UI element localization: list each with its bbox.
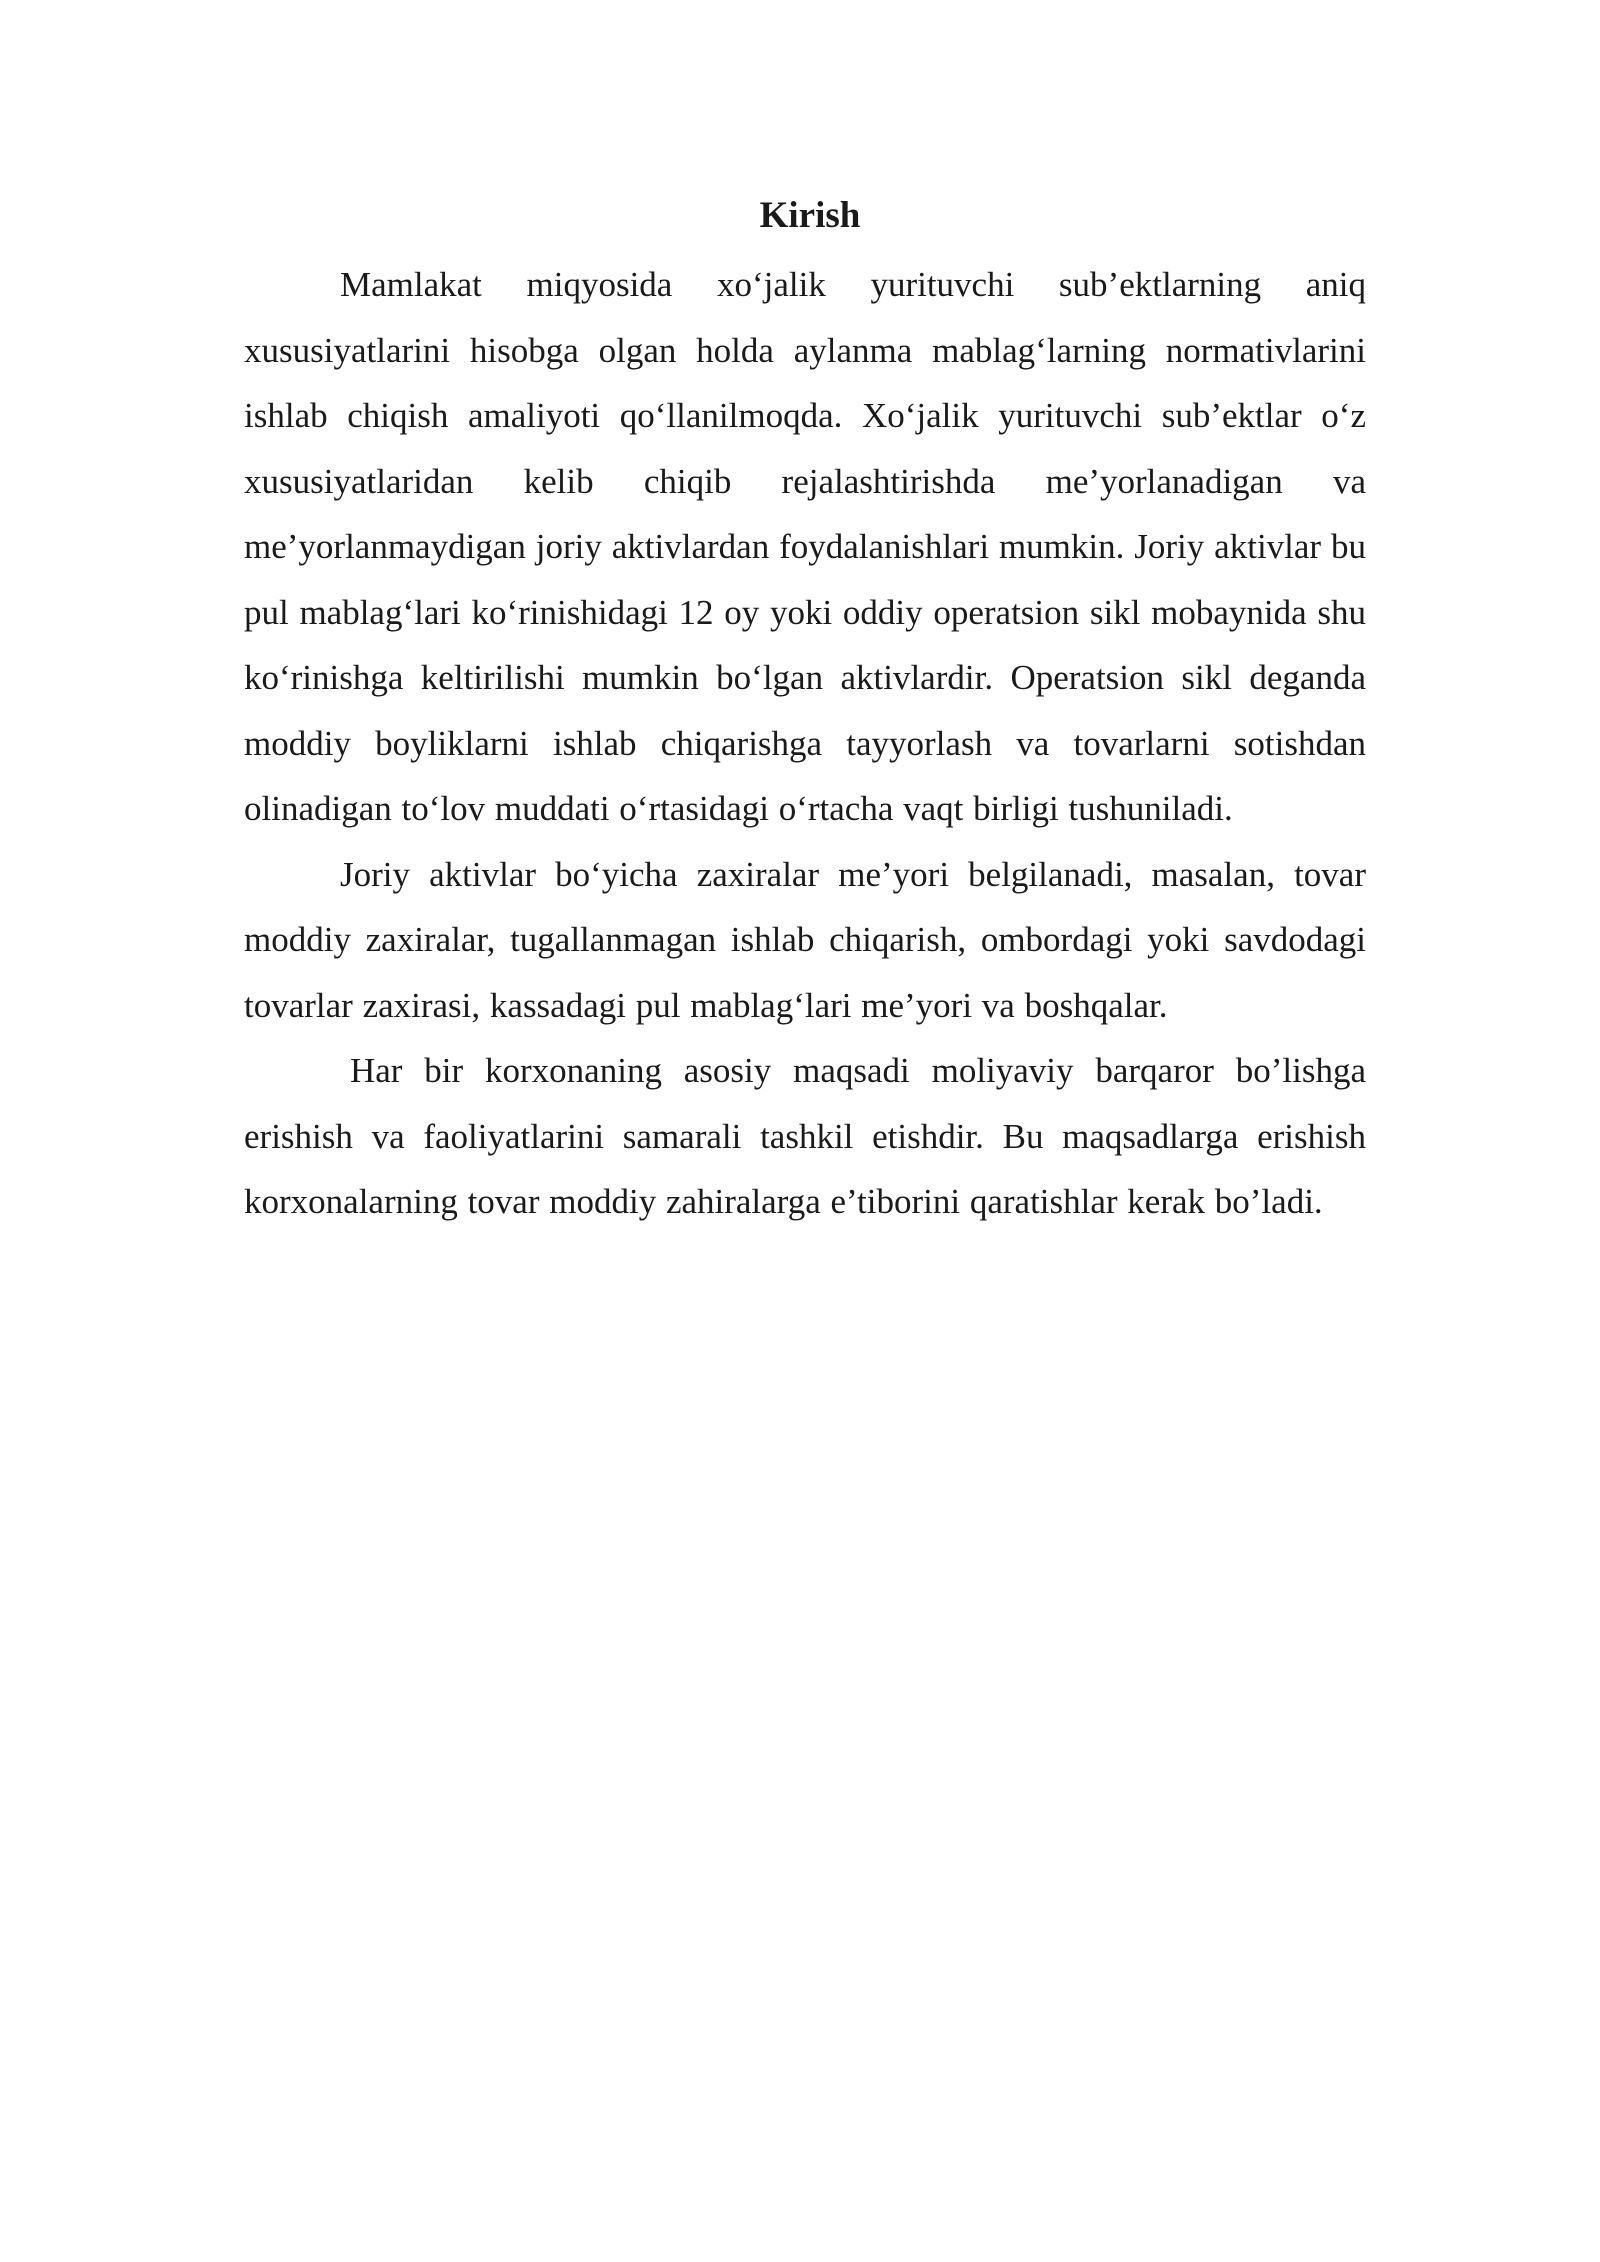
paragraph-2: Joriy aktivlar bo‘yicha zaxiralar me’yori belgilanadi, masalan, tovar moddiy zaxiralar, tugallanmagan ishlab chiqarish, ombordagi yoki savdodagi tovarlar zaxirasi, kassadagi pul mablag‘lari me’yori va boshqalar. [244,854,1366,1025]
page-title: Kirish [759,195,861,236]
document-body [244,190,1366,1235]
paragraph-3: Har bir korxonaning asosiy maqsadi moliyaviy barqaror bo’lishga erishish va faoliyatlarini samarali tashkil etishdir. Bu maqsadlarga erishish korxonalarning tovar moddiy zahiralarga e’tiborini qaratishlar kerak bo’ladi. [244,1051,1366,1221]
paragraph-1: Mamlakat miqyosida xo‘jalik yurituvchi sub’ektlarning aniq xususiyatlarini hisobga olgan holda aylanma mablag‘larning normativlarini ishlab chiqish amaliyoti qo‘llanilmoqda. Xo‘jalik yurituvchi sub’ektlar o‘z xususiyatlaridan kelib chiqib rejalashtirishda me’yorlanadigan va me’yorlanmaydigan joriy aktivlardan foydalanishlari mumkin. Joriy aktivlar bu pul mablag‘lari ko‘rinishidagi 12 oy yoki oddiy operatsion sikl mobaynida shu ko‘rinishga keltirilishi mumkin bo‘lgan aktivlardir. Operatsion sikl deganda moddiy boyliklarni ishlab chiqarishga tayyorlash va tovarlarni sotishdan olinadigan to‘lov muddati o‘rtasidagi o‘rtacha vaqt birligi tushuniladi. [244,265,1366,828]
